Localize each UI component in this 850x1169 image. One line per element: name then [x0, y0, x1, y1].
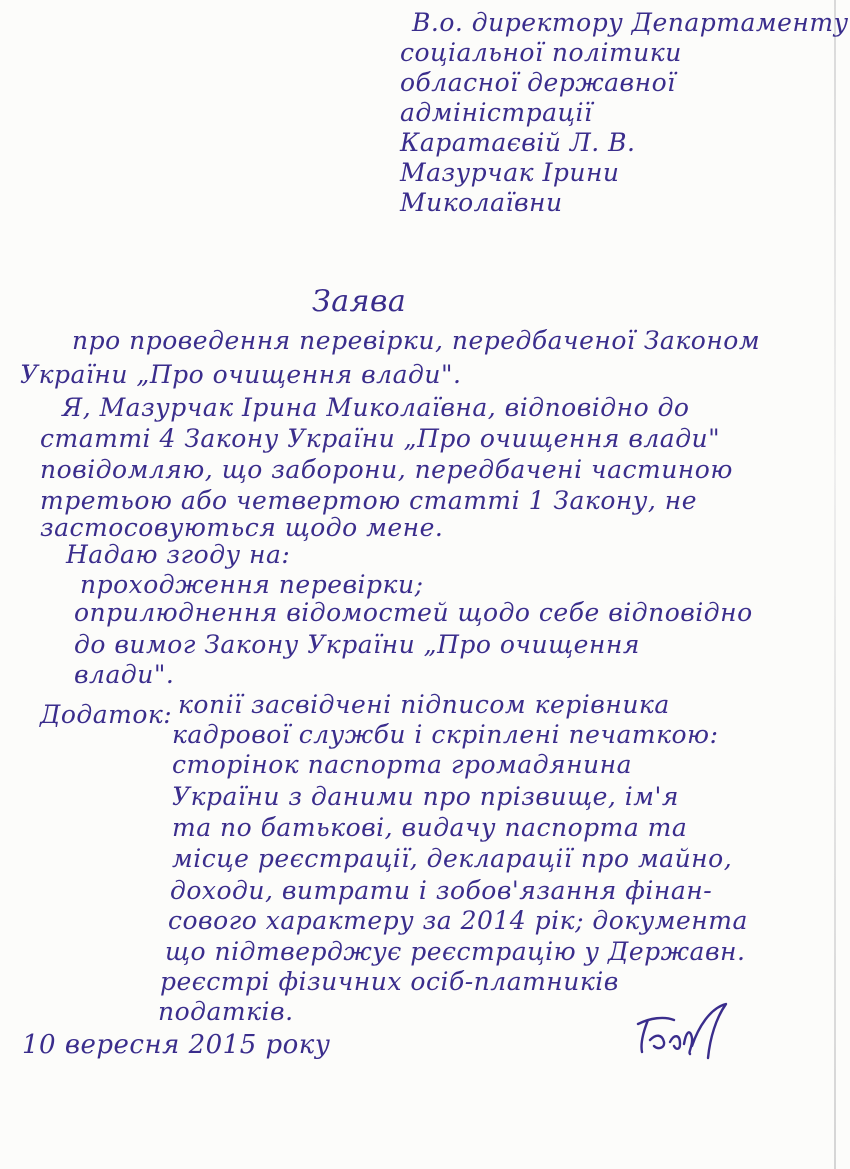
addressee-line: обласної державної [400, 68, 676, 97]
page-edge-shadow [834, 0, 836, 1169]
statement-line: третьою або четвертою статті 1 Закону, не [40, 486, 698, 515]
consent-heading: Надаю згоду на: [66, 540, 291, 569]
addressee-line: Каратаєвій Л. В. [400, 128, 636, 157]
addressee-line: В.о. директору Департаменту [412, 8, 849, 37]
consent-item: оприлюднення відомостей щодо себе відповідно [74, 598, 753, 627]
signature-icon [630, 998, 740, 1068]
attachment-line: доходи, витрати і зобов'язання фінан- [170, 876, 713, 905]
consent-item: проходження перевірки; [80, 570, 424, 599]
attachment-line: сового характеру за 2014 рік; документа [168, 906, 748, 935]
attachment-line: реєстрі фізичних осіб-платників [160, 967, 619, 996]
addressee-line: соціальної політики [400, 38, 682, 67]
statement-line: статті 4 Закону України „Про очищення влади" [40, 424, 721, 453]
statement-line: застосовуються щодо мене. [40, 513, 444, 542]
statement-line: повідомляю, що заборони, передбачені частиною [40, 455, 733, 484]
attachment-line: кадрової служби і скріплені печаткою: [172, 720, 719, 749]
attachment-line: що підтверджує реєстрацію у Державн. [165, 937, 746, 966]
attachment-line: податків. [158, 997, 294, 1026]
addressee-line: Мазурчак Ірини [400, 158, 620, 187]
attachment-line: та по батькові, видачу паспорта та [172, 813, 688, 842]
consent-item: влади". [74, 660, 175, 689]
attachment-line: місце реєстрації, декларації про майно, [172, 844, 733, 873]
subject-line: про проведення перевірки, передбаченої Законом [72, 326, 761, 355]
document-date: 10 вересня 2015 року [22, 1030, 331, 1060]
attachment-line: сторінок паспорта громадянина [172, 750, 633, 779]
statement-line: Я, Мазурчак Ірина Миколаївна, відповідно до [62, 393, 690, 422]
attachment-line: України з даними про прізвище, ім'я [172, 782, 679, 811]
consent-item: до вимог Закону України „Про очищення [74, 630, 640, 659]
document-title: Заява [312, 284, 407, 319]
addressee-line: адміністрації [400, 98, 593, 127]
subject-line: України „Про очищення влади". [20, 360, 462, 389]
attachment-label: Додаток: [40, 700, 173, 729]
attachment-line: копії засвідчені підписом керівника [178, 690, 670, 719]
addressee-line: Миколаївни [400, 188, 563, 217]
